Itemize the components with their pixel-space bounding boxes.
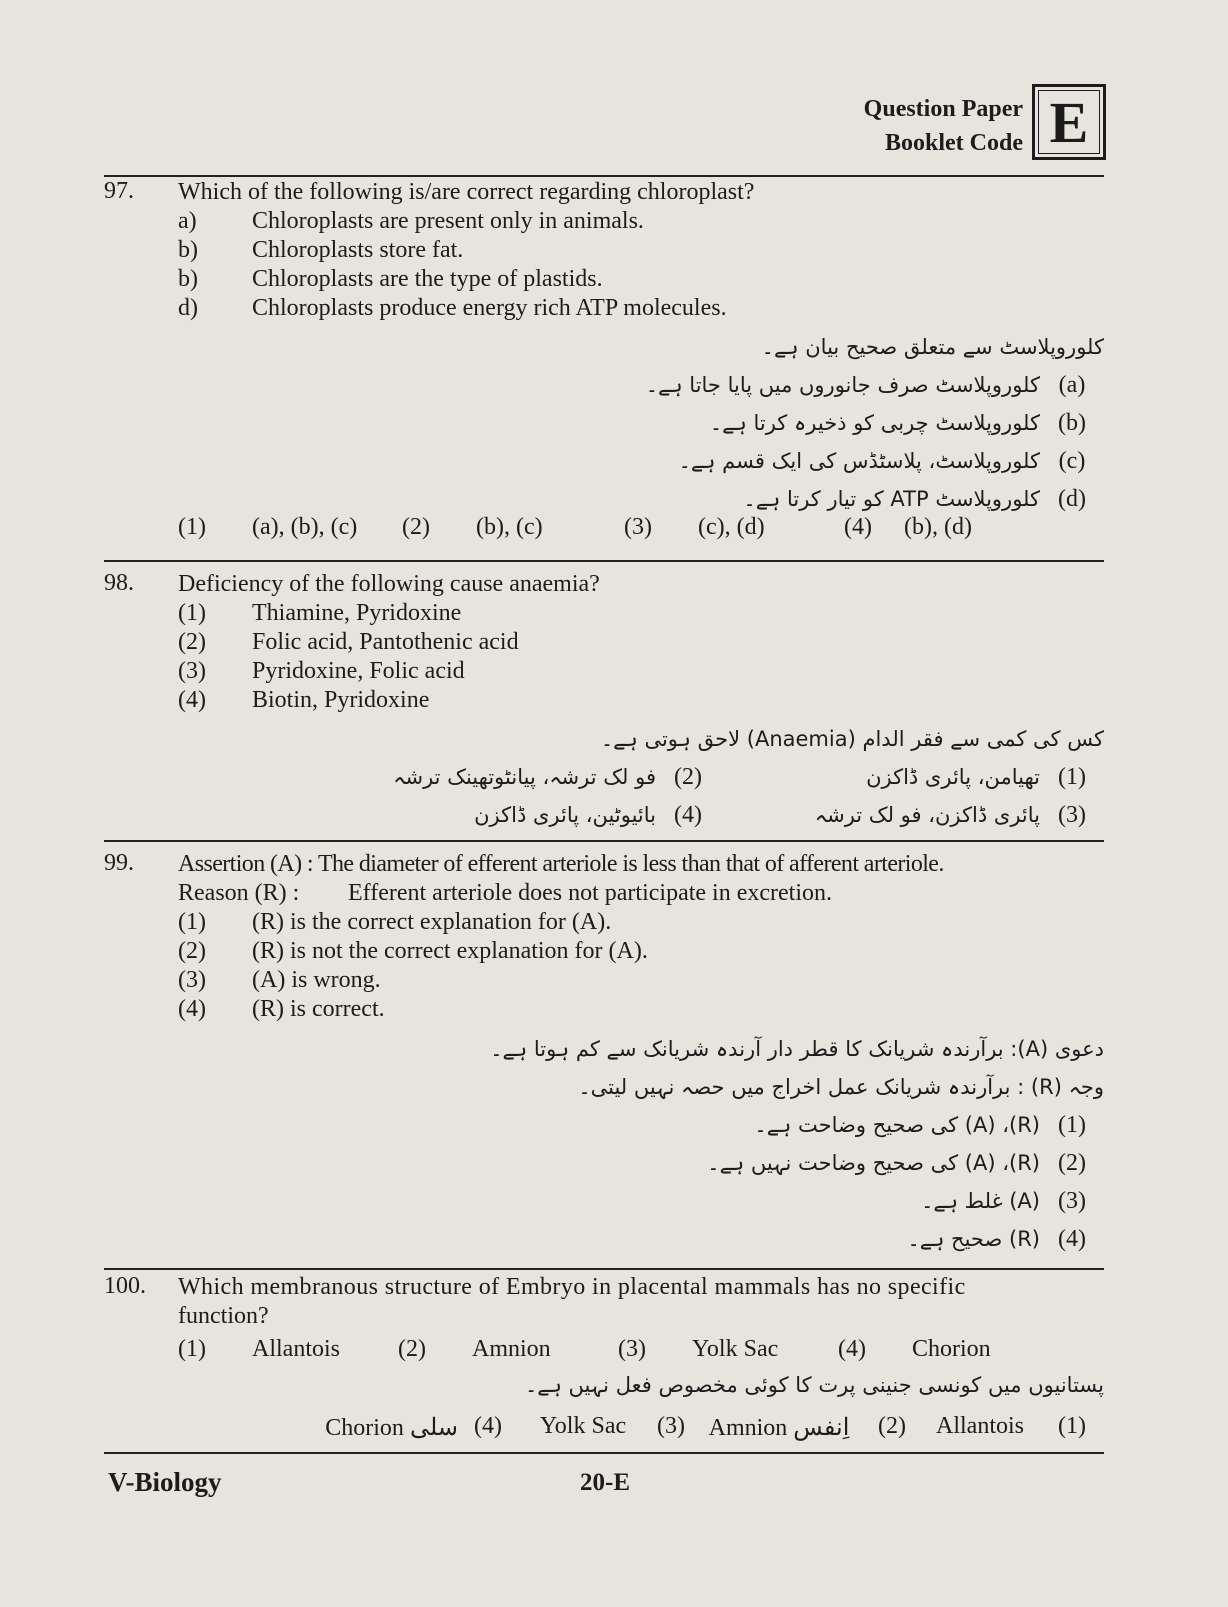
urdu-stem: کس کی کمی سے فقر الدام (Anaemia) لاحق ہوتی ہے۔ [600,727,1104,751]
question-text-en [178,850,1104,1024]
urdu-option [344,442,1104,480]
urdu-option-text: تھیامن، پائری ڈاکزن [866,765,1040,789]
answer-text: Yolk Sac [539,1413,627,1439]
option-text: Chloroplasts are the type of plastids. [252,266,603,292]
answer-text: Allantois [252,1336,340,1362]
urdu-option-label: (d) [1058,486,1086,512]
urdu-stem: پستانیوں میں کونسی جنینی پرت کا کوئی مخصوص فعل نہیں ہے۔ [524,1373,1104,1397]
option [178,908,1104,937]
answer-label: (3) [618,1336,646,1362]
page-number: 20-E [580,1469,630,1496]
option-text: (R) is correct. [252,996,385,1022]
question-text-urdu [344,328,1104,518]
question-100 [104,1273,1104,1443]
option-text: Folic acid, Pantothenic acid [252,629,519,655]
urdu-option [344,366,1104,404]
option-label: a) [178,208,197,234]
urdu-option-text: کلوروپلاسٹ، پلاسٹڈس کی ایک قسم ہے۔ [678,449,1040,473]
divider [104,1452,1104,1454]
urdu-assertion: دعوی (A): برآرندہ شریانک کا قطر دار آرندہ شریانک سے کم ہوتا ہے۔ [490,1037,1104,1061]
answer-choices [178,1335,1104,1364]
option-text: Chloroplasts produce energy rich ATP molecules. [252,295,727,321]
answer-label: (1) [178,514,206,540]
answer-text: Chorion سلی [325,1415,458,1441]
question-98 [104,570,1104,835]
option-label: (1) [178,909,206,935]
reason-line [178,879,1104,908]
answer-label: (2) [398,1336,426,1362]
urdu-reason: وجہ (R) : برآرندہ شریانک عمل اخراج میں حصہ نہیں لیتی۔ [578,1075,1104,1099]
answer-label: (4) [838,1336,866,1362]
question-text-en [178,570,1104,715]
urdu-option-label: (2) [1058,1150,1086,1176]
answer-label: (1) [178,1336,206,1362]
urdu-option-label: (4) [674,802,702,828]
option-label: (4) [178,996,206,1022]
answer-text: Yolk Sac [692,1336,779,1362]
question-stem: Which of the following is/are correct regarding chloroplast? [178,179,755,205]
answer-label: (1) [1058,1413,1086,1439]
option [178,937,1104,966]
answer-text: Allantois [936,1413,1024,1439]
question-text-en [178,1273,1104,1364]
subject-footer: V-Biology [108,1467,222,1497]
option [178,657,1104,686]
question-number: 97. [104,178,134,204]
option [178,294,1104,323]
urdu-option-label: (2) [674,764,702,790]
question-text-en [178,178,1104,323]
option [178,599,1104,628]
option-text: (R) is the correct explanation for (A). [252,909,612,935]
urdu-option-text: (R) صحیح ہے۔ [907,1227,1040,1251]
option-label: b) [178,266,198,292]
urdu-option [344,404,1104,442]
urdu-option-text: (A) غلط ہے۔ [921,1189,1040,1213]
option [178,966,1104,995]
urdu-option-text: فو لک ترشہ، پیانٹوتھینک ترشہ [393,765,656,789]
booklet-code-box: E [1032,84,1106,160]
answer-text: Chorion [912,1336,991,1362]
answer-label: (4) [474,1413,502,1439]
option [178,207,1104,236]
urdu-option-text: بائیوٹین، پائری ڈاکزن [474,803,656,827]
answer-text: Amnion [472,1336,551,1362]
urdu-answer-choices [325,1413,1104,1442]
urdu-option-text: (R)، (A) کی صحیح وضاحت نہیں ہے۔ [707,1151,1040,1175]
option [178,686,1104,715]
question-number: 99. [104,850,134,876]
option-label: (4) [178,687,206,713]
answer-label: (4) [844,514,872,540]
divider [104,840,1104,842]
urdu-option [344,1182,1104,1220]
option-text: Chloroplasts are present only in animals. [252,208,644,234]
option-text: Thiamine, Pyridoxine [252,600,462,626]
urdu-option [344,1220,1104,1258]
question-number: 98. [104,570,134,596]
urdu-option-text: پائری ڈاکزن، فو لک ترشہ [814,803,1040,827]
urdu-option-row [344,758,1104,796]
urdu-option-text: کلوروپلاسٹ چربی کو ذخیرہ کرتا ہے۔ [709,411,1040,435]
answer-label: (2) [402,514,430,540]
urdu-option-label: (3) [1058,1188,1086,1214]
option-label: (1) [178,600,206,626]
option-text: (A) is wrong. [252,967,381,993]
urdu-option-label: (a) [1058,372,1086,398]
urdu-option [344,1144,1104,1182]
option-text: Chloroplasts store fat. [252,237,464,263]
booklet-code-label [723,92,1023,160]
answer-choices [178,514,1104,541]
option-text: Pyridoxine, Folic acid [252,658,465,684]
option-label: d) [178,295,198,321]
urdu-option-label: (c) [1058,448,1086,474]
question-99 [104,850,1104,1260]
question-text-urdu [344,1365,1104,1405]
assertion-text: The diameter of efferent arteriole is less than that of afferent arteriole. [317,851,944,877]
reason-text: Efferent arteriole does not participate in excretion. [348,880,833,906]
option [178,995,1104,1024]
question-number: 100. [104,1273,146,1299]
urdu-option-label: (3) [1058,802,1086,828]
answer-text: Amnion اِنفس [708,1415,850,1441]
header-line-2: Booklet Code [885,130,1023,156]
divider [104,175,1104,177]
question-stem: Deficiency of the following cause anaemia? [178,571,600,597]
urdu-option-label: (b) [1058,410,1086,436]
divider [104,1268,1104,1270]
urdu-option-label: (1) [1058,764,1086,790]
answer-label: (2) [878,1413,906,1439]
option [178,628,1104,657]
reason-label: Reason (R) : [178,880,300,906]
urdu-option-row [344,796,1104,834]
answer-text: (a), (b), (c) [252,514,358,540]
answer-text: (b), (d) [904,514,972,540]
question-97 [104,178,1104,548]
header-line-1: Question Paper [863,96,1023,122]
urdu-option-text: کلوروپلاسٹ صرف جانوروں میں پایا جاتا ہے۔ [645,373,1040,397]
urdu-option [344,1106,1104,1144]
urdu-option-label: (4) [1058,1226,1086,1252]
option-text: (R) is not the correct explanation for (A). [252,938,648,964]
divider [104,560,1104,562]
option-label: (2) [178,938,206,964]
question-stem-cont: function? [178,1303,269,1329]
urdu-option-label: (1) [1058,1112,1086,1138]
option [178,236,1104,265]
option-label: (2) [178,629,206,655]
answer-text: (c), (d) [698,514,765,540]
urdu-stem: کلوروپلاسٹ سے متعلق صحیح بیان ہے۔ [761,335,1104,359]
question-text-urdu [344,720,1104,834]
option-label: (3) [178,967,206,993]
option-label: b) [178,237,198,263]
option-label: (3) [178,658,206,684]
option [178,265,1104,294]
answer-label: (3) [624,514,652,540]
question-stem: Which membranous structure of Embryo in placental mammals has no specific [178,1274,966,1300]
assertion-label: Assertion (A) : [178,851,313,877]
answer-text: (b), (c) [476,514,543,540]
option-text: Biotin, Pyridoxine [252,687,430,713]
urdu-option-text: کلوروپلاسٹ ATP کو تیار کرتا ہے۔ [743,487,1040,511]
assertion-line [178,850,1104,879]
urdu-option-text: (R)، (A) کی صحیح وضاحت ہے۔ [754,1113,1040,1137]
question-text-urdu [344,1030,1104,1258]
answer-label: (3) [657,1413,685,1439]
urdu-option [344,480,1104,518]
